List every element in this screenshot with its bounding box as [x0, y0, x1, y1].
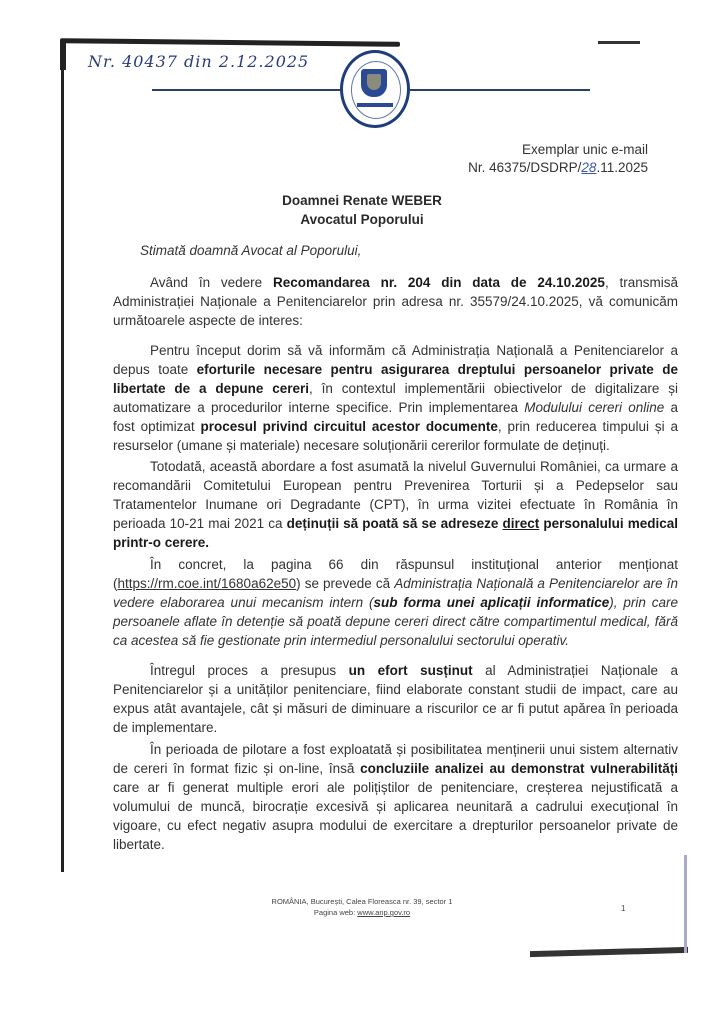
page-border-top-right	[598, 41, 640, 44]
paragraph-1: Având în vedere Recomandarea nr. 204 din data de 24.10.2025, transmisă Administrației Naționale a Penitenciarelor prin adresa nr. 35579/24.10.2025, vă comunicăm următoarele aspecte de interes:	[113, 275, 679, 328]
footer-address: ROMÂNIA, București, Calea Floreasca nr. 39, sector 1	[271, 897, 453, 906]
coe-link[interactable]: https://rm.coe.int/1680a62e50	[117, 576, 297, 591]
paragraph-3: Totodată, această abordare a fost asumată la nivelul Guvernului României, ca urmare a recomandării Comitetului European pentru Prevenirea Torturii și a Pedepselor sau Tratamentelor Inumane ori Degradante (CPT), în urma vizitei efectuate în România în perioada 10-21 mai 2021 ca deținuții să poată să se adreseze direct personalului medical printr-o cerere.	[113, 459, 678, 550]
page-border-top	[60, 38, 400, 47]
reference-number: Nr. 46375/DSDRP/28.11.2025	[468, 160, 648, 175]
salutation: Stimată doamnă Avocat al Poporului,	[140, 243, 362, 258]
paragraph-4: În concret, la pagina 66 din răspunsul instituțional anterior menționat (https://rm.coe.int/1680a62e50) se prevede că Administrația Națională a Penitenciarelor are în vedere elaborarea unui mecanism intern (sub forma unei aplicații informatice), prin care persoanele aflate în detenție să poată depune cereri direct către compartimentul medical, fără ca acestea să fie gestionate prin intermediul personalului sectorului operativ.	[113, 557, 678, 648]
addressee-block	[0, 191, 724, 229]
page-border-corner	[60, 42, 66, 70]
page-border-left	[61, 42, 64, 872]
paragraph-2: Pentru început dorim să vă informăm că Administrația Națională a Penitenciarelor a depus toate eforturile necesare pentru asigurarea dreptului persoanelor private de libertate de a depune cereri, în contextul implementării obiectivelor de digitalizare și automatizare a procedurilor interne specifice. Prin implementarea Modulului cereri online a fost optimizat procesul privind circuitul acestor documente, prin reducerea timpului și a resurselor (umane și materiale) necesare soluționării cererilor formulate de deținuți.	[113, 343, 678, 453]
institution-seal-icon	[340, 50, 410, 128]
handwritten-day: 28	[581, 160, 597, 175]
coat-of-arms-icon	[361, 69, 387, 97]
page-border-bottom	[530, 947, 688, 957]
paragraph-5: Întregul proces a presupus un efort susținut al Administrației Naționale a Penitenciarelor și a unităților penitenciare, fiind elaborate constant studii de impact, care au expus atât avantajele, cât și măsuri de diminuare a riscurilor ce ar fi putut apărea în perioada de implementare.	[113, 663, 678, 735]
paragraph-6: În perioada de pilotare a fost exploatată și posibilitatea menținerii unui sistem alternativ de cereri în format fizic și on-line, însă concluziile analizei au demonstrat vulnerabilități care ar fi generat multiple erori ale polițiștilor de penitenciare, creșterea nejustificată a volumului de muncă, birocrație excesivă și aplicarea neunitară a cadrului execuțional în vigoare, cu efect negativ asupra modului de exercitare a drepturilor persoanelor private de libertate.	[113, 742, 678, 852]
page-footer	[0, 896, 724, 918]
page-number: 1	[621, 904, 626, 913]
copy-note: Exemplar unic e-mail	[521, 142, 648, 157]
reference-block	[468, 141, 648, 177]
website-link[interactable]: www.anp.gov.ro	[357, 908, 411, 917]
addressee-title: Avocatul Poporului	[300, 212, 424, 227]
header-rule-left	[152, 89, 342, 91]
seal-band	[357, 103, 393, 107]
footer-web: Pagina web: www.anp.gov.ro	[313, 908, 411, 917]
addressee-name: Doamnei Renate WEBER	[282, 193, 442, 208]
handwritten-registration-number: Nr. 40437 din 2.12.2025	[88, 52, 310, 71]
header-rule-right	[410, 89, 590, 91]
